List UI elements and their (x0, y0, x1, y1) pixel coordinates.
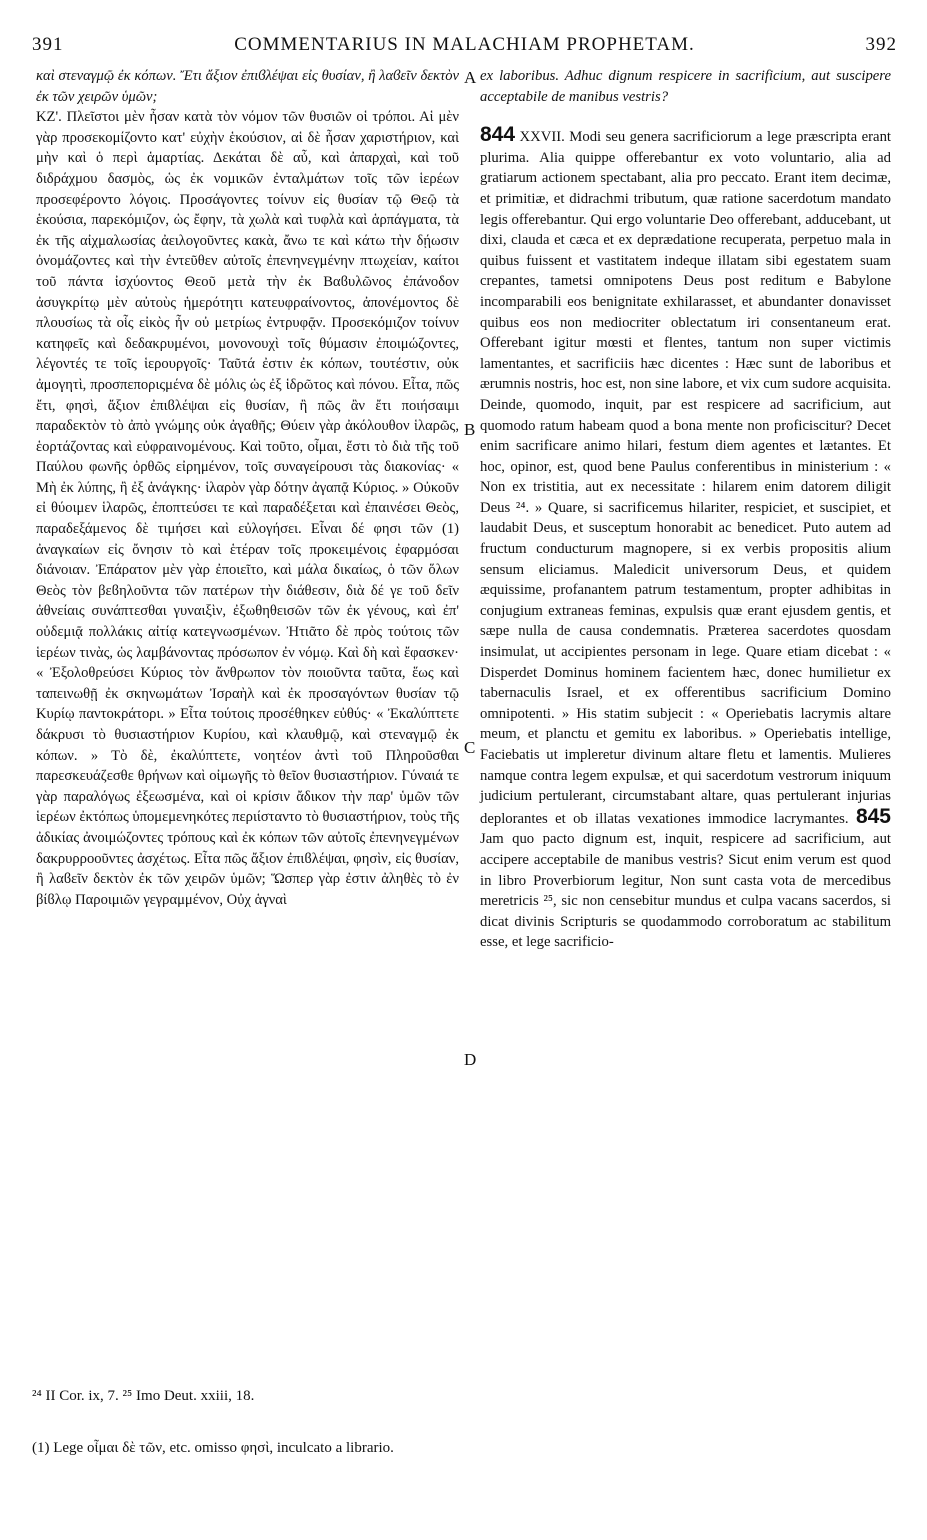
column-number-845: 845 (855, 804, 891, 828)
footnotes-scripture: ²⁴ II Cor. ix, 7. ²⁵ Imo Deut. xxiii, 18. (32, 1388, 255, 1404)
margin-letter-c: C (464, 738, 476, 757)
latin-text-part-2: Jam quo pacto dignum est, inquit, respicere ad sacrificium, aut accipere acceptabile de manibus vestris? Sicut enim verum est quod in libro Proverbiorum legitur, Non sunt casta vota de mercedibus meretricis ²⁵, sic non censebitur mundus et culpa vacans sacerdos, si dicat divinis Scripturis se quodammodo corroboratum ac stabilitum esse, et lege sacrificio- (480, 831, 891, 951)
column-number-844: 844 (480, 123, 516, 147)
margin-letter-d: D (464, 1050, 477, 1069)
latin-column (480, 66, 891, 953)
running-header (32, 34, 897, 60)
margin-letter-b: B (464, 420, 476, 439)
latin-lemma: ex laboribus. Adhuc dignum respicere in sacrificium, aut suscipere acceptabile de manibus vestris? (480, 68, 891, 105)
page-number-right: 392 (865, 34, 897, 55)
greek-column (36, 66, 459, 910)
greek-lemma: καὶ στεναγμῷ ἐκ κόπων. Ἔτι ἄξιον ἐπιϐλέψαι εἰς θυσίαν, ἢ λαϐεῖν δεκτὸν ἐκ τῶν χειρῶν ὑμῶν; (36, 68, 459, 105)
page-number-left: 391 (32, 34, 64, 55)
greek-commentary: ΚΖ'. Πλεῖστοι μὲν ἦσαν κατὰ τὸν νόμον τῶν θυσιῶν οἱ τρόποι. Αἱ μὲν γὰρ προσεκομίζοντο κατ' εὐχὴν ἑκούσιον, αἱ δὲ ἦσαν χαριστήριον, καὶ μὴν καὶ ὁ περὶ ἁμαρτίας. Δεκάται δὲ αὖ, καὶ ἀπαρχαὶ, καὶ τοῦ διδράχμου δασμὸς, ὡς ἐκ νομικῶν ἐνταλμάτων τοῖς τῶν ἱερέων προσεφέροντο λόγοις. Προσάγοντες τοίνυν εἰς θυσίαν τῷ Θεῷ τὰ ἑκούσια, παρεκόμιζον, ὡς ἔφην, τὰ χωλὰ καὶ τυφλὰ καὶ ἁρπάγματα, τὰ ἐκ τῆς αἰχμαλωσίας ἀειλογοῦντες κακὰ, ἄνω τε καὶ κάτω τὴν δῄωσιν ὀνομάζοντες καὶ τὴν ἐντεῦθεν αὐτοῖς ἐπενηνεγμένην πτωχείαν, καίτοι τοῦ πάντα ἰσχύοντος Θεοῦ μετὰ τὴν ἐκ Βαϐυλῶνος ἐπάνοδον ἀσυγκρίτῳ μὲν αὐτοὺς ἡμερότητι κατευφραίνοντος, ἀπονέμοντος δὲ πλουσίως τὰ οἷς εἰκὸς ἦν οὐ μετρίως ἐντρυφᾷν. Προσεκόμιζον τοίνυν κατηφεῖς καὶ δεδακρυμένοι, μονονουχὶ τοῖς θύμασιν ἐποιμώζοντες, λέγοντές τε τοῖς ἱερουργοῖς· Ταῦτά ἐστιν ἐκ κόπων, τουτέστιν, οὐκ ἀμογητὶ, προσπεποριςμένα δὲ μόλις ὡς ἐξ ἱδρῶτος καὶ πόνου. Εἶτα, πῶς ἔτι, φησὶ, ἄξιον ἐπιϐλέψαι εἰς θυσίαν, ἢ πῶς ἂν ἔτι ποιήσαιμι παραδεκτὸν τὸ ἀπὸ γνώμης οὐκ ἀγαθῆς; Θύειν γὰρ ἀκόλουθον ἱλαρῶς, ἑορτάζοντας καὶ εὐφραινομένους. Καὶ τοῦτο, οἶμαι, ἔστι τὸ διὰ τῆς τοῦ Παύλου φωνῆς ὀρθῶς εἰρημένον, τοῖς συναγείρουσι τὰς διακονίας· « Μὴ ἐκ λύπης, ἢ ἐξ ἀνάγκης· ἱλαρὸν γὰρ δότην ἀγαπᾷ Κύριος. » Οὐκοῦν εἰ θύοιμεν ἱλαρῶς, ἐποπτεύσει τε καὶ παραδέξεται καὶ ἐπαινέσει Θεὸς, παραδεξάμενος δὲ τιμήσει καὶ εὐλογήσει. Εἶναι δέ φησι τῶν (1) ἀναγκαίων εἰς ὄνησιν τὸ καὶ ἑτέραν τοῖς προκειμένοις ἐφαρμόσαι διάνοιαν. Ἐπάρατον μὲν γὰρ ἐποιεῖτο, καὶ μάλα δικαίως, ὁ τῶν ὅλων Θεὸς τὸν βεϐηλοῦντα τῶν πατέρων τὴν διάθεσιν, διὰ δέ γε τοῦ δεῖν ἀθνείαις συνάπτεσθαι γυναιξὶν, ἐξωθηθεισῶν τῶν ἐκ γένους, καὶ ἐπ' οὐδεμιᾷ πολλάκις αἰτίᾳ κατεγνωσμένων. Ἠτιᾶτο δὲ πρὸς τούτοις τῶν ἱερέων τινὰς, ὡς λαμβάνοντας πρόσωπον ἐν νόμῳ. Καὶ δὴ καὶ ἔφασκεν· « Ἐξολοθρεύσει Κύριος τὸν ἄνθρωπον τὸν ποιοῦντα ταῦτα, ἕως καὶ ταπεινωθῇ ἐκ σκηνωμάτων Ἰσραὴλ καὶ ἐκ προσαγόντων θυσίαν τῷ Κυρίῳ παντοκράτορι. » Εἶτα τούτοις προσέθηκεν εὐθύς· « Ἐκαλύπτετε δάκρυσι τὸ θυσιαστήριον Κυρίου, καὶ κλαυθμῷ, καὶ στεναγμῷ ἐκ κόπων. » Τὸ δὲ, ἐκαλύπτετε, νοητέον ἀντὶ τοῦ Πληροῦσθαι παρεσκευάζεσθε θρήνων καὶ οἰμωγῆς τὸ θεῖον θυσιαστήριον. Γύναιά τε γὰρ παραλόγως ἐξεωσμένα, καὶ οἱ κρίσιν ἄδικον τὴν παρ' ὑμῶν τῶν ἱερέων ἐκτόπως ὑπομεμενηκότες περιίσταντο τὸ θυσιαστήριον, τοὺς τῆς ἀδικίας ἀνοιμώζοντες τρόπους καὶ ἐκ κόπων τῶν αὐτοῖς ἐπενηνεγμένων δακρυρροοῦντες ἀσχέτως. Εἶτα πῶς ἄξιον ἐπιϐλέψαι, φησὶν, εἰς θυσίαν, ἢ λαϐεῖν δεκτὸν ἐκ τῶν χειρῶν ὑμῶν; Ὥσπερ γὰρ ἐστιν ἀληθὲς τὸ ἐν βίϐλῳ Παροιμιῶν γεγραμμένον, Οὐχ ἁγναὶ (36, 109, 459, 908)
margin-letter-a: A (464, 68, 477, 87)
running-title: COMMENTARIUS IN MALACHIAM PROPHETAM. (234, 34, 695, 55)
footnote-editorial: (1) Lege οἶμαι δὲ τῶν, etc. omisso φησὶ, inculcato a librario. (32, 1440, 394, 1456)
latin-text-part-1: XXVII. Modi seu genera sacrificiorum a lege præscripta erant plurima. Alia quippe offerebantur ex voto voluntario, alia ad gratiarum actionem spectabant, alia pro peccato. Erant item decimæ, et primitiæ, et didrachmi tributum, quæ ratione sacerdotum mandato legis offerebantur. Qui ergo voluntarie Deo offerebant, adducebant, ut dixi, clauda et cæca et ex deprædatione recuperata, perpetuo mala in quibus fuissent et vastitatem indeque illatam sibi egestatem suam crepantes, tametsi omnipotens Deus post reditum e Babylone incomparabili eos benignitate exhilarasset, et abundanter donavisset quibus eos non mediocriter oblectatum iri consentaneum erat. Offerebant igitur mœsti et flentes, tantum non super victimis lamentantes, et sacrificiis hæc dicentes : Hæc sunt de laboribus et ærumnis nostris, hoc est, non sine labore, et vix cum sudore acquisita. Deinde, quomodo, inquit, par est respicere ad sacrificium, aut quomodo ratum habeam quod a bona mente non proficiscitur? Decet enim sacrificare animo hilari, festum diem agentes et lætantes. Et hoc, opinor, est, quod bene Paulus conferentibus in ministerium : « Non ex tristitia, aut ex necessitate : hilarem enim datorem diligit Deus ²⁴. » Quare, si sacrificemus hilariter, respiciet, et suscipiet, et laudabit Deus, et susceptum honorabit ac benedicet. Puto autem ad fructum conducturum magnopere, si ex verbis propositis alium sensum eliciamus. Maledicit universorum Deus, et quidem æquissime, profanantem patrum testamentum, propter adhibitas in conjugium extraneas feminas, expulsis quæ erant ejusdem gentis, et sæpe nulla de causa condemnatis. Præterea sacerdotes quosdam insimulat, ut accipientes personam in lege. Quare etiam dicebat : « Disperdet Dominus hominem facientem hæc, donec humilietur ex tabernaculis Israel, et ex offerentibus sacrificium Domino omnipotenti. » His statim subjecit : « Operiebatis lacrymis altare meum, et planctu et gemitu ex laboribus. » Operiebatis intellige, Faciebatis ut impleretur divinum altare fletu et lamentis. Mulieres namque contra legem expulsæ, et qui sacerdotum vestrorum iniquum judicium pertulerant, circumstabant altare, quas pertulerant injurias deplorantes et ob illatas vexationes immodice lacrymantes. (480, 129, 891, 827)
latin-commentary (480, 125, 891, 953)
